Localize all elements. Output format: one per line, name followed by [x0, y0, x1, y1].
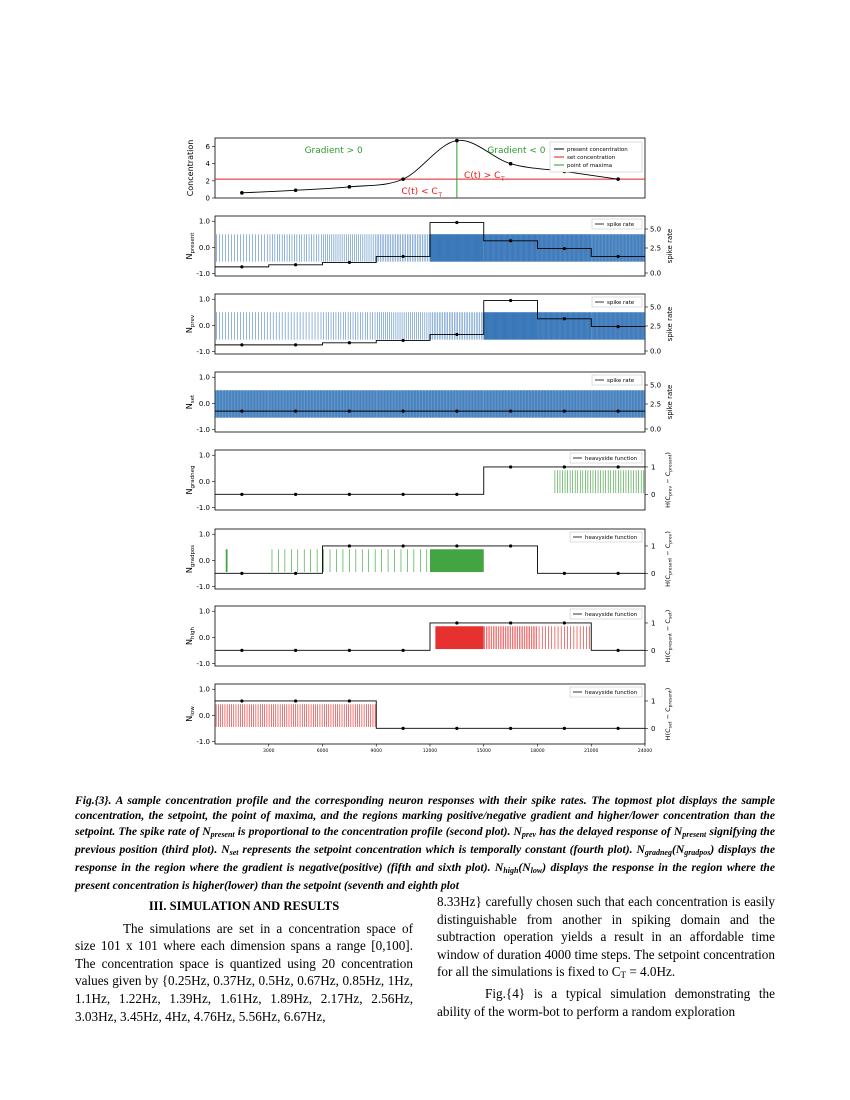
- figure-caption: Fig.{3}. A sample concentration profile and the corresponding neuron responses with their spike rates. The topmost plot displays the sample concentration, the setpoint, the point of maxima, and the regions marking positive/negative gradient and higher/lower concentration than the setpoint. The spike rate of $N_{present}$ is proportional to the concentration profile (second plot). $N_{prev}$ has the delayed response of $N_{present}$ signifying the previous position (third plot). $N_{set}$ represents the setpoint concentration which is temporally constant (fourth plot). $N_{gradneg}(N_{gradpos})$ displays the response in the region where the gradient is negative(positive) (fifth and sixth plot). $N_{high}(N_{low})$ displays the response in the region where the present concentration is higher(lower) than the setpoint (seventh and eighth plot: [75, 794, 775, 893]
- step-point: [617, 325, 620, 328]
- step-point: [240, 649, 243, 652]
- concentration-point: [616, 177, 620, 181]
- rtick-label: 5.0: [650, 225, 662, 234]
- step-point: [294, 343, 297, 346]
- ytick-label: -1.0: [196, 269, 210, 278]
- right-axis-label: spike rate: [666, 228, 674, 264]
- heavy-panel-4-ylabel: $N_{low}$: [185, 706, 196, 722]
- paragraph: The simulations are set in a concentration space of size 101 x 101 where each dimension spans a range [0,100]. The concentration space is quantized using 20 concentration values given by {0.25Hz, 0.37Hz, 0.5Hz, 0.67Hz, 0.85Hz, 1Hz, 1.1Hz, 1.22Hz, 1.39Hz, 1.61Hz, 1.89Hz, 2.17Hz, 2.56Hz, 3.03Hz, 3.45Hz, 4Hz, 4.76Hz, 5.56Hz, 6.67Hz,: [75, 920, 413, 1024]
- step-point: [563, 727, 566, 730]
- right-axis-label: $H(C_{present} - C_{set})$: [664, 609, 674, 663]
- ytick-label: -1.0: [196, 347, 210, 356]
- step-point: [563, 465, 566, 468]
- ytick-label: 0.0: [198, 556, 210, 565]
- concentration-point: [455, 139, 459, 143]
- ytick-label: 1.0: [198, 295, 210, 304]
- step-point: [348, 544, 351, 547]
- ytick-label: 0.0: [198, 321, 210, 330]
- ytick-label: 1.0: [198, 451, 210, 460]
- ytick-label: 1.0: [198, 685, 210, 694]
- step-point: [294, 572, 297, 575]
- heavy-panel-2-ylabel: $N_{gradpos}$: [185, 544, 196, 574]
- rtick-label: 1: [651, 619, 656, 628]
- heavy-panel-3-ylabel: $N_{high}$: [185, 627, 196, 645]
- concentration-point: [401, 177, 405, 181]
- c-greater-label: C(t) > C: [464, 171, 501, 181]
- ytick-label: 1.0: [198, 217, 210, 226]
- step-point: [402, 493, 405, 496]
- paragraph: 8.33Hz} carefully chosen such that each concentration is easily distinguishable from another in spiking domain and the subtraction operation yields a result in an affordable time window of duration 4000 time steps. The setpoint concentration for all the simulations is fixed to CT = 4.0Hz.: [437, 894, 775, 981]
- step-point: [455, 493, 458, 496]
- ytick-label: 0.0: [198, 399, 210, 408]
- step-point: [563, 410, 566, 413]
- panel1-ylabel: Concentration: [186, 139, 195, 197]
- right-axis-label: $H(C_{set} - C_{present})$: [664, 687, 674, 741]
- rtick-label: 0.0: [650, 269, 662, 278]
- rtick-label: 2.5: [650, 322, 662, 331]
- ytick-label: 1.0: [198, 607, 210, 616]
- subscript-t: T: [501, 176, 505, 183]
- spike-block: [435, 626, 483, 649]
- step-point: [455, 544, 458, 547]
- step-point: [240, 572, 243, 575]
- rtick-label: 5.0: [650, 381, 662, 390]
- gradient-positive-label: Gradient > 0: [304, 146, 363, 156]
- step-point: [509, 465, 512, 468]
- spike-panel-2-ylabel: $N_{prev}$: [185, 314, 196, 334]
- ytick-label: 1.0: [198, 530, 210, 539]
- rtick-label: 2.5: [650, 400, 662, 409]
- step-line: [215, 701, 645, 728]
- concentration-point: [509, 162, 513, 166]
- ytick-label: 0: [205, 194, 210, 203]
- c-less-label: C(t) < C: [401, 187, 438, 197]
- step-point: [509, 727, 512, 730]
- ytick-label: -1.0: [196, 425, 210, 434]
- paragraph: Fig.{4} is a typical simulation demonstrating the ability of the worm-bot to perform a random exploration: [437, 985, 775, 1019]
- spike-block: [484, 312, 538, 339]
- step-point: [509, 239, 512, 242]
- concentration-point: [240, 191, 244, 195]
- right-axis-label: $H(C_{present} - C_{prev})$: [664, 531, 674, 587]
- legend-entry: heavyside function: [585, 612, 638, 618]
- rtick-label: 1: [651, 542, 656, 551]
- legend-entry: heavyside function: [585, 456, 638, 462]
- ytick-label: 0.0: [198, 243, 210, 252]
- step-point: [402, 649, 405, 652]
- rtick-label: 0: [651, 646, 656, 655]
- legend-entry: point of maxima: [567, 163, 613, 169]
- step-point: [563, 247, 566, 250]
- right-axis-label: spike rate: [666, 384, 674, 420]
- rtick-label: 0: [651, 490, 656, 499]
- spike-panel-3-ylabel: $N_{set}$: [185, 394, 196, 410]
- legend-entry: spike rate: [607, 378, 635, 384]
- right-axis-label: $H(C_{prev} - C_{present})$: [664, 452, 674, 508]
- legend-entry: spike rate: [607, 222, 635, 228]
- step-point: [455, 621, 458, 624]
- left-column: [75, 898, 413, 1025]
- step-point: [563, 572, 566, 575]
- rtick-label: 1: [651, 463, 656, 472]
- step-point: [240, 493, 243, 496]
- ytick-label: -1.0: [196, 659, 210, 668]
- rtick-label: 2.5: [650, 244, 662, 253]
- ytick-label: 0.0: [198, 711, 210, 720]
- step-point: [402, 544, 405, 547]
- rtick-label: 1: [651, 697, 656, 706]
- step-point: [240, 699, 243, 702]
- step-point: [617, 727, 620, 730]
- legend-entry: heavyside function: [585, 690, 638, 696]
- rtick-label: 0: [651, 569, 656, 578]
- step-point: [294, 649, 297, 652]
- rtick-label: 0: [651, 724, 656, 733]
- ytick-label: -1.0: [196, 582, 210, 591]
- xtick-label: 3000: [263, 749, 275, 754]
- xtick-label: 9000: [370, 749, 382, 754]
- step-point: [348, 699, 351, 702]
- spike-block: [430, 234, 484, 261]
- rtick-label: 0.0: [650, 425, 662, 434]
- step-point: [402, 255, 405, 258]
- xtick-label: 15000: [476, 749, 491, 754]
- spike-panel-1-ylabel: $N_{present}$: [185, 232, 196, 260]
- heavy-panel-1-ylabel: $N_{gradneg}$: [185, 465, 196, 495]
- step-point: [617, 572, 620, 575]
- right-axis-label: spike rate: [666, 306, 674, 342]
- step-point: [348, 410, 351, 413]
- step-point: [294, 410, 297, 413]
- rtick-label: 5.0: [650, 303, 662, 312]
- right-column: [437, 893, 775, 1020]
- ytick-label: 0.0: [198, 477, 210, 486]
- step-point: [348, 649, 351, 652]
- gradient-negative-label: Gradient < 0: [487, 146, 546, 156]
- step-point: [509, 410, 512, 413]
- step-point: [617, 465, 620, 468]
- step-point: [617, 255, 620, 258]
- step-point: [509, 621, 512, 624]
- figure-3: [180, 136, 680, 756]
- legend-entry: present concentration: [567, 147, 628, 153]
- step-point: [348, 341, 351, 344]
- step-point: [402, 727, 405, 730]
- step-point: [455, 221, 458, 224]
- rtick-label: 0.0: [650, 347, 662, 356]
- step-point: [240, 410, 243, 413]
- ytick-label: 1.0: [198, 373, 210, 382]
- step-point: [240, 265, 243, 268]
- ytick-label: 4: [205, 160, 210, 169]
- step-point: [509, 299, 512, 302]
- xtick-label: 18000: [530, 749, 545, 754]
- concentration-point: [294, 188, 298, 192]
- ytick-label: -1.0: [196, 503, 210, 512]
- ytick-label: 2: [205, 177, 210, 186]
- step-point: [402, 410, 405, 413]
- step-point: [240, 343, 243, 346]
- step-point: [294, 263, 297, 266]
- ytick-label: -1.0: [196, 737, 210, 746]
- ytick-label: 6: [205, 143, 210, 152]
- step-point: [348, 493, 351, 496]
- step-point: [455, 727, 458, 730]
- spike-block: [226, 549, 228, 572]
- step-point: [509, 544, 512, 547]
- step-point: [455, 333, 458, 336]
- section-heading: III. SIMULATION AND RESULTS: [148, 899, 340, 913]
- step-point: [563, 621, 566, 624]
- spike-block: [430, 549, 484, 572]
- step-point: [294, 699, 297, 702]
- step-point: [402, 339, 405, 342]
- subscript-t: T: [438, 192, 443, 199]
- step-point: [563, 317, 566, 320]
- legend-entry: spike rate: [607, 300, 635, 306]
- xtick-label: 12000: [422, 749, 438, 754]
- legend-entry: set concentration: [567, 155, 616, 161]
- concentration-point: [348, 185, 352, 189]
- step-point: [294, 493, 297, 496]
- step-line: [215, 623, 645, 650]
- xtick-label: 6000: [316, 749, 329, 754]
- step-point: [617, 649, 620, 652]
- legend-entry: heavyside function: [585, 535, 638, 541]
- xtick-label: 24000: [637, 749, 653, 754]
- step-point: [455, 410, 458, 413]
- xtick-label: 21000: [584, 749, 599, 754]
- step-point: [617, 410, 620, 413]
- step-point: [348, 261, 351, 264]
- ytick-label: 0.0: [198, 633, 210, 642]
